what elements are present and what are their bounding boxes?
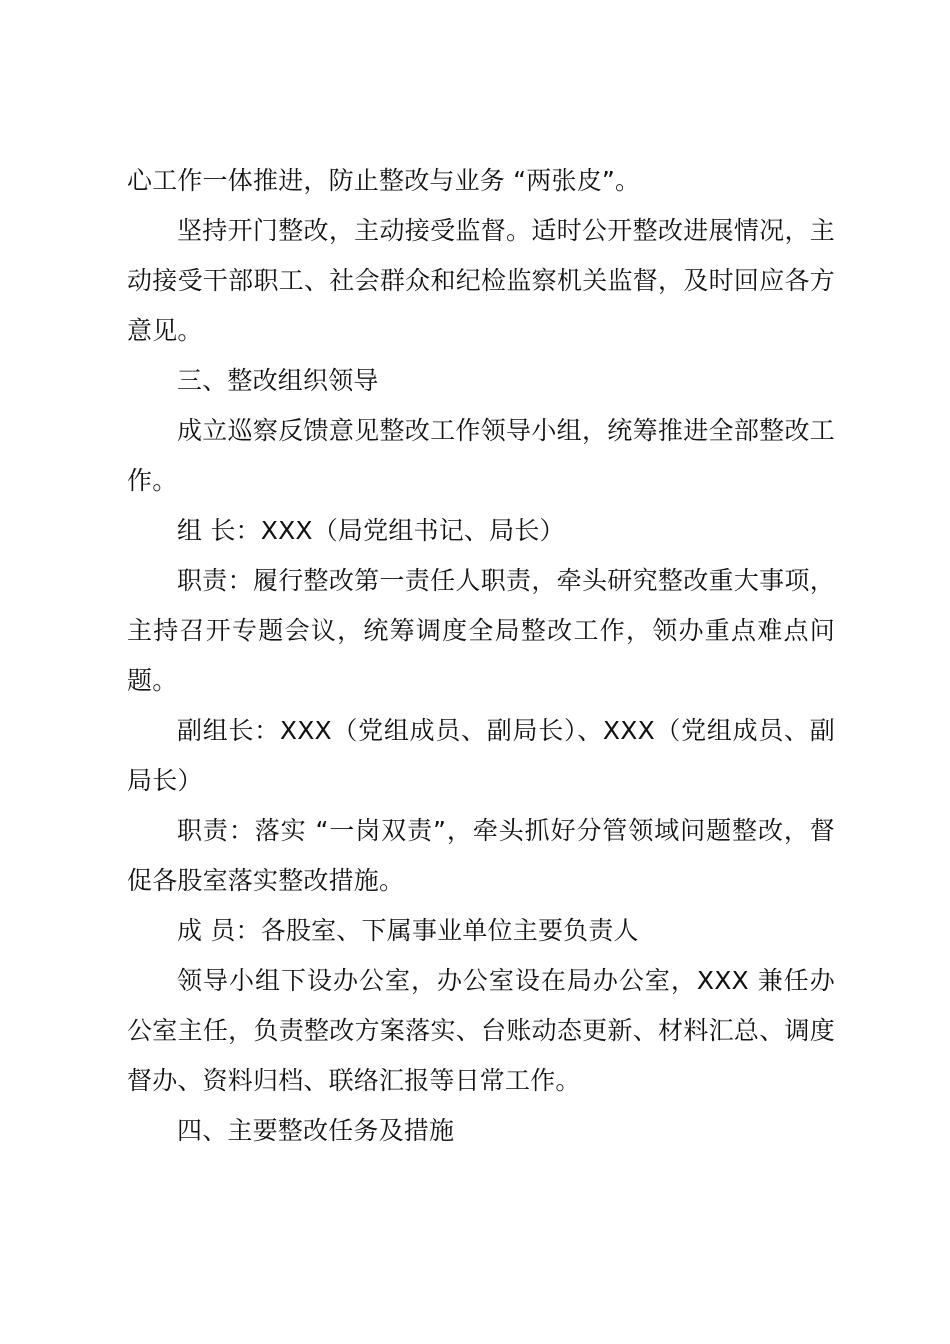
paragraph-leading-group: 成立巡察反馈意见整改工作领导小组，统筹推进全部整改工作。 bbox=[127, 416, 835, 495]
paragraph-deputy-leaders: 副组长：XXX（党组成员、副局长）、XXX（党组成员、副局长） bbox=[127, 716, 835, 795]
paragraph-deputy-duties: 职责：落实 “一岗双责”，牵头抓好分管领域问题整改，督促各股室落实整改措施。 bbox=[127, 816, 835, 895]
paragraph-leader-duties: 职责：履行整改第一责任人职责，牵头研究整改重大事项，主持召开专题会议，统筹调度全局整改工作，领办重点难点问题。 bbox=[127, 566, 835, 695]
paragraph-continuation: 心工作一体推进，防止整改与业务 “两张皮”。 bbox=[127, 166, 641, 195]
paragraph-group-leader: 组 长：XXX（局党组书记、局长） bbox=[177, 516, 565, 545]
section-heading-organization: 三、整改组织领导 bbox=[177, 366, 379, 395]
paragraph-office: 领导小组下设办公室，办公室设在局办公室，XXX 兼任办公室主任，负责整改方案落实、台账动态更新、材料汇总、调度督办、资料归档、联络汇报等日常工作。 bbox=[127, 966, 835, 1095]
paragraph-members: 成 员：各股室、下属事业单位主要负责人 bbox=[177, 916, 639, 945]
paragraph-open-rectification: 坚持开门整改，主动接受监督。适时公开整改进展情况，主动接受干部职工、社会群众和纪检监察机关监督，及时回应各方意见。 bbox=[127, 216, 835, 345]
section-heading-tasks: 四、主要整改任务及措施 bbox=[177, 1116, 455, 1145]
document-body bbox=[127, 156, 835, 1156]
